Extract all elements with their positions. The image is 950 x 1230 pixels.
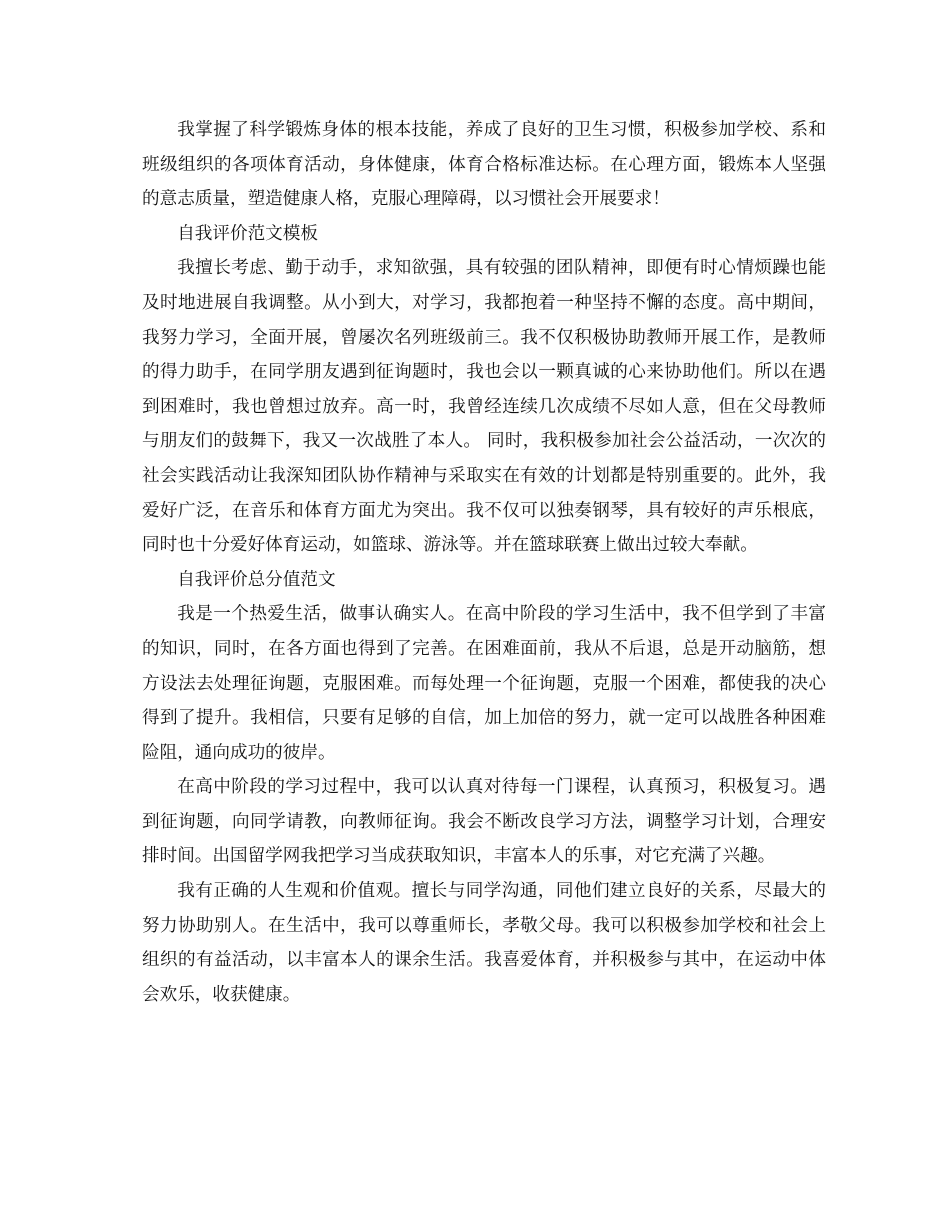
document-body bbox=[142, 113, 826, 1012]
paragraph-values: 我有正确的人生观和价值观。擅长与同学沟通，同他们建立良好的关系，尽最大的努力协助别人。在生活中，我可以尊重师长，孝敬父母。我可以积极参加学校和社会上组织的有益活动，以丰富本人的课余生活。我喜爱体育，并积极参与其中，在运动中体会欢乐，收获健康。 bbox=[142, 881, 826, 1005]
section-heading-full-score: 自我评价总分值范文 bbox=[177, 569, 336, 590]
paragraph-love-life: 我是一个热爱生活，做事认确实人。在高中阶段的学习生活中，我不但学到了丰富的知识，同时，在各方面也得到了完善。在困难面前，我从不后退，总是开动脑筋，想方设法去处理征询题，克服困难。而每处理一个征询题，克服一个困难，都使我的决心得到了提升。我相信，只要有足够的自信，加上加倍的努力，就一定可以战胜各种困难险阻，通向成功的彼岸。 bbox=[142, 604, 826, 763]
paragraph-physical-mental-health: 我掌握了科学锻炼身体的根本技能，养成了良好的卫生习惯，积极参加学校、系和班级组织的各项体育活动，身体健康，体育合格标准达标。在心理方面，锻炼本人坚强的意志质量，塑造健康人格，克服心理障碍，以习惯社会开展要求！ bbox=[142, 120, 826, 210]
paragraph-study-process: 在高中阶段的学习过程中，我可以认真对待每一门课程，认真预习，积极复习。遇到征询题，向同学请教，向教师征询。我会不断改良学习方法，调整学习计划，合理安排时间。出国留学网我把学习当成获取知识，丰富本人的乐事，对它充满了兴趣。 bbox=[142, 777, 826, 867]
paragraph-teamwork-hobbies: 我擅长考虑、勤于动手，求知欲强，具有较强的团队精神，即便有时心情烦躁也能及时地进展自我调整。从小到大，对学习，我都抱着一种坚持不懈的态度。高中期间，我努力学习，全面开展，曾屡次名列班级前三。我不仅积极协助教师开展工作，是教师的得力助手，在同学朋友遇到征询题时，我也会以一颗真诚的心来协助他们。所以在遇到困难时，我也曾想过放弃。高一时，我曾经连续几次成绩不尽如人意，但在父母教师与朋友们的鼓舞下，我又一次战胜了本人。 同时，我积极参加社会公益活动，一次次的社会实践活动让我深知团队协作精神与采取实在有效的计划都是特别重要的。此外，我爱好广泛，在音乐和体育方面尤为突出。我不仅可以独奏钢琴，具有较好的声乐根底，同时也十分爱好体育运动，如篮球、游泳等。并在篮球联赛上做出过较大奉献。 bbox=[142, 258, 826, 556]
section-heading-template: 自我评价范文模板 bbox=[177, 223, 318, 244]
